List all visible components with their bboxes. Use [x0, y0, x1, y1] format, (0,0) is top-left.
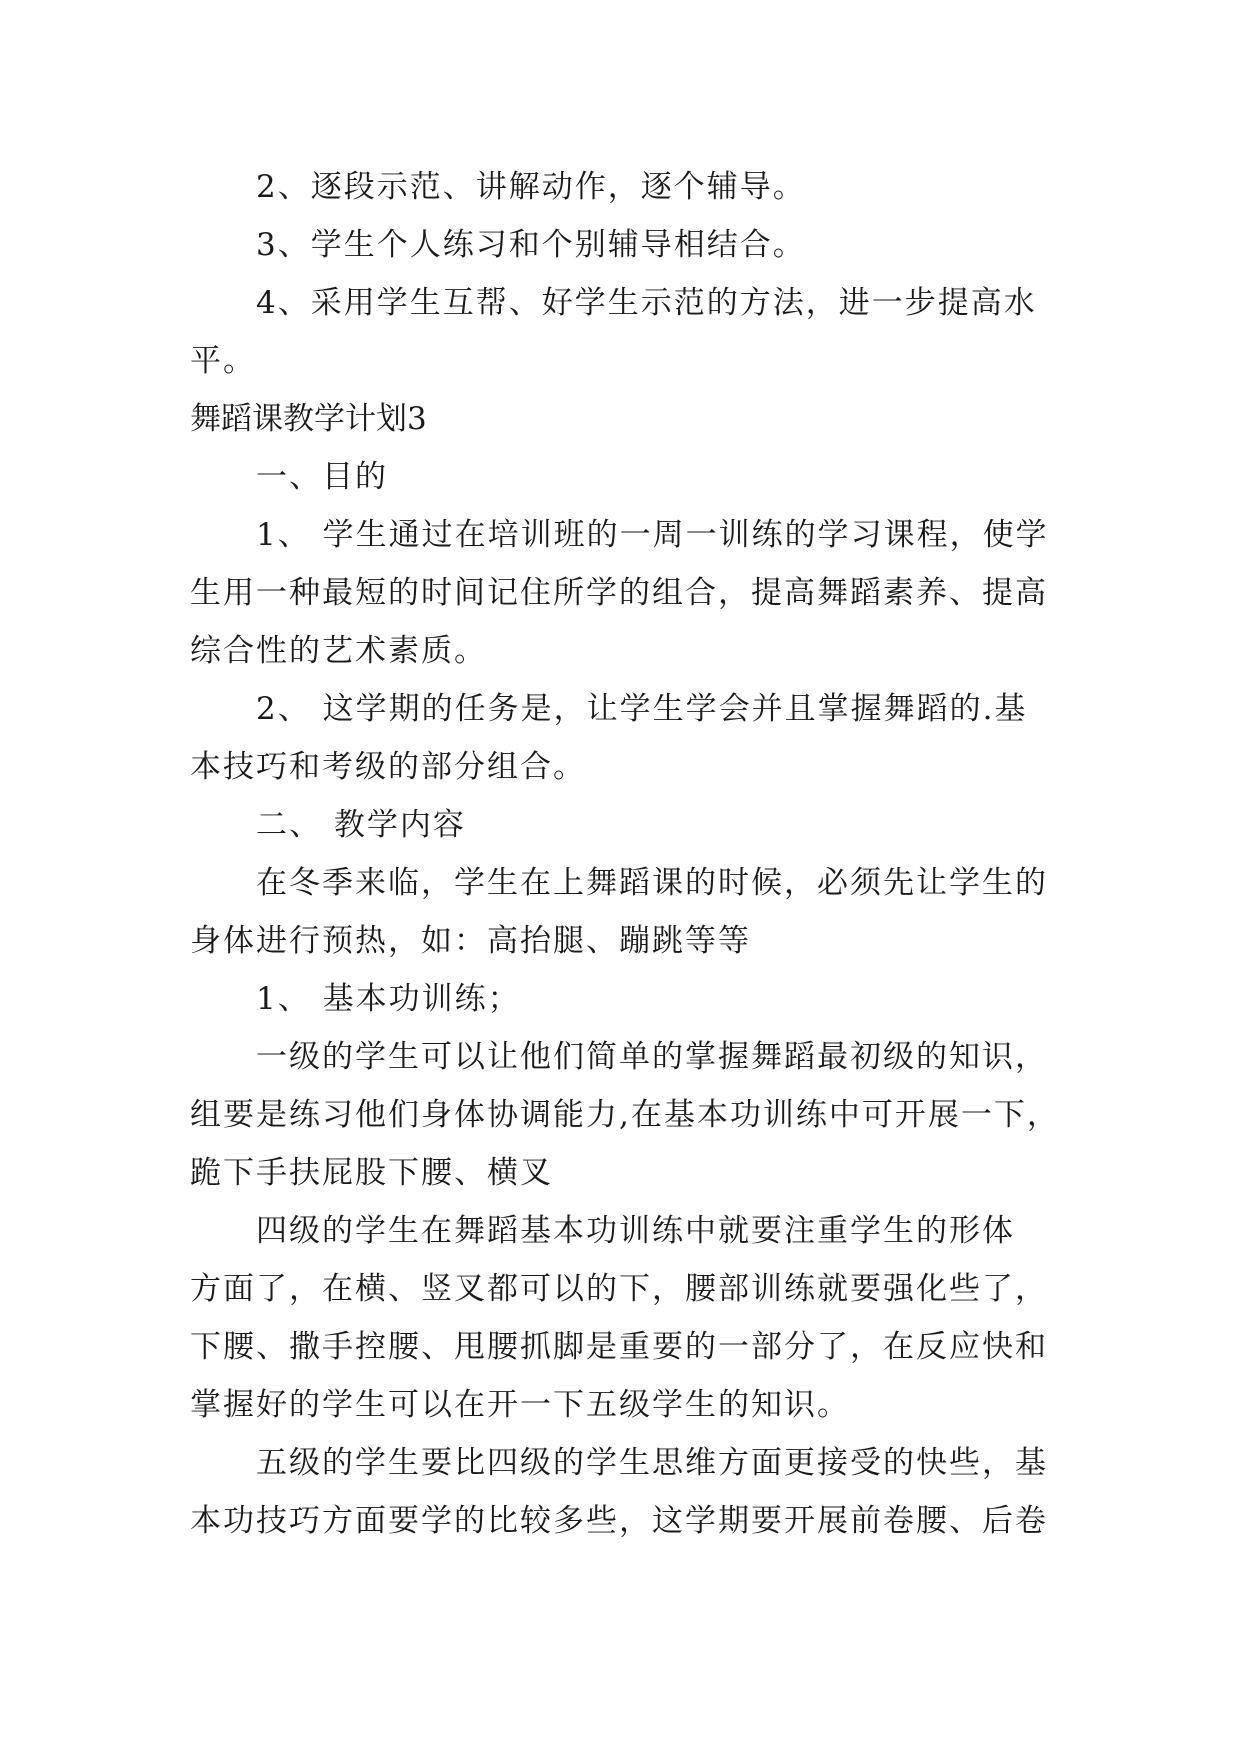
text-line: 组要是练习他们身体协调能力,在基本功训练中可开展一下，: [190, 1097, 1060, 1133]
section-title: 舞蹈课教学计划3: [190, 401, 427, 437]
text-line: 平。: [190, 343, 256, 379]
text-line: 掌握好的学生可以在开一下五级学生的知识。: [190, 1387, 850, 1423]
text-line: 身体进行预热，如：高抬腿、蹦跳等等: [190, 923, 751, 959]
text-line: 四级的学生在舞蹈基本功训练中就要注重学生的形体: [256, 1213, 1015, 1249]
text-line: 综合性的艺术素质。: [190, 633, 487, 669]
text-line: 下腰、撒手控腰、甩腰抓脚是重要的一部分了，在反应快和: [190, 1329, 1048, 1365]
text-line: 2、 这学期的任务是，让学生学会并且掌握舞蹈的.基: [256, 691, 1028, 727]
section-heading: 二、 教学内容: [256, 807, 466, 843]
text-line: 3、学生个人练习和个别辅导相结合。: [256, 227, 806, 263]
text-line: 4、采用学生互帮、好学生示范的方法，进一步提高水: [256, 285, 1037, 321]
text-line: 本技巧和考级的部分组合。: [190, 749, 586, 785]
text-line: 五级的学生要比四级的学生思维方面更接受的快些，基: [256, 1445, 1048, 1481]
text-line: 1、 学生通过在培训班的一周一训练的学习课程，使学: [256, 517, 1049, 553]
text-line: 跪下手扶屁股下腰、横叉: [190, 1155, 553, 1191]
text-line: 方面了，在横、竖叉都可以的下，腰部训练就要强化些了，: [190, 1271, 1048, 1307]
text-line: 在冬季来临，学生在上舞蹈课的时候，必须先让学生的: [256, 865, 1048, 901]
section-heading: 一、目的: [256, 459, 388, 495]
text-line: 2、逐段示范、讲解动作，逐个辅导。: [256, 169, 806, 205]
text-line: 一级的学生可以让他们简单的掌握舞蹈最初级的知识，: [256, 1039, 1048, 1075]
document-body: [190, 158, 1060, 1550]
subsection-heading: 1、 基本功训练；: [256, 981, 521, 1017]
text-line: 本功技巧方面要学的比较多些，这学期要开展前卷腰、后卷: [190, 1503, 1048, 1539]
text-line: 生用一种最短的时间记住所学的组合，提高舞蹈素养、提高: [190, 575, 1048, 611]
